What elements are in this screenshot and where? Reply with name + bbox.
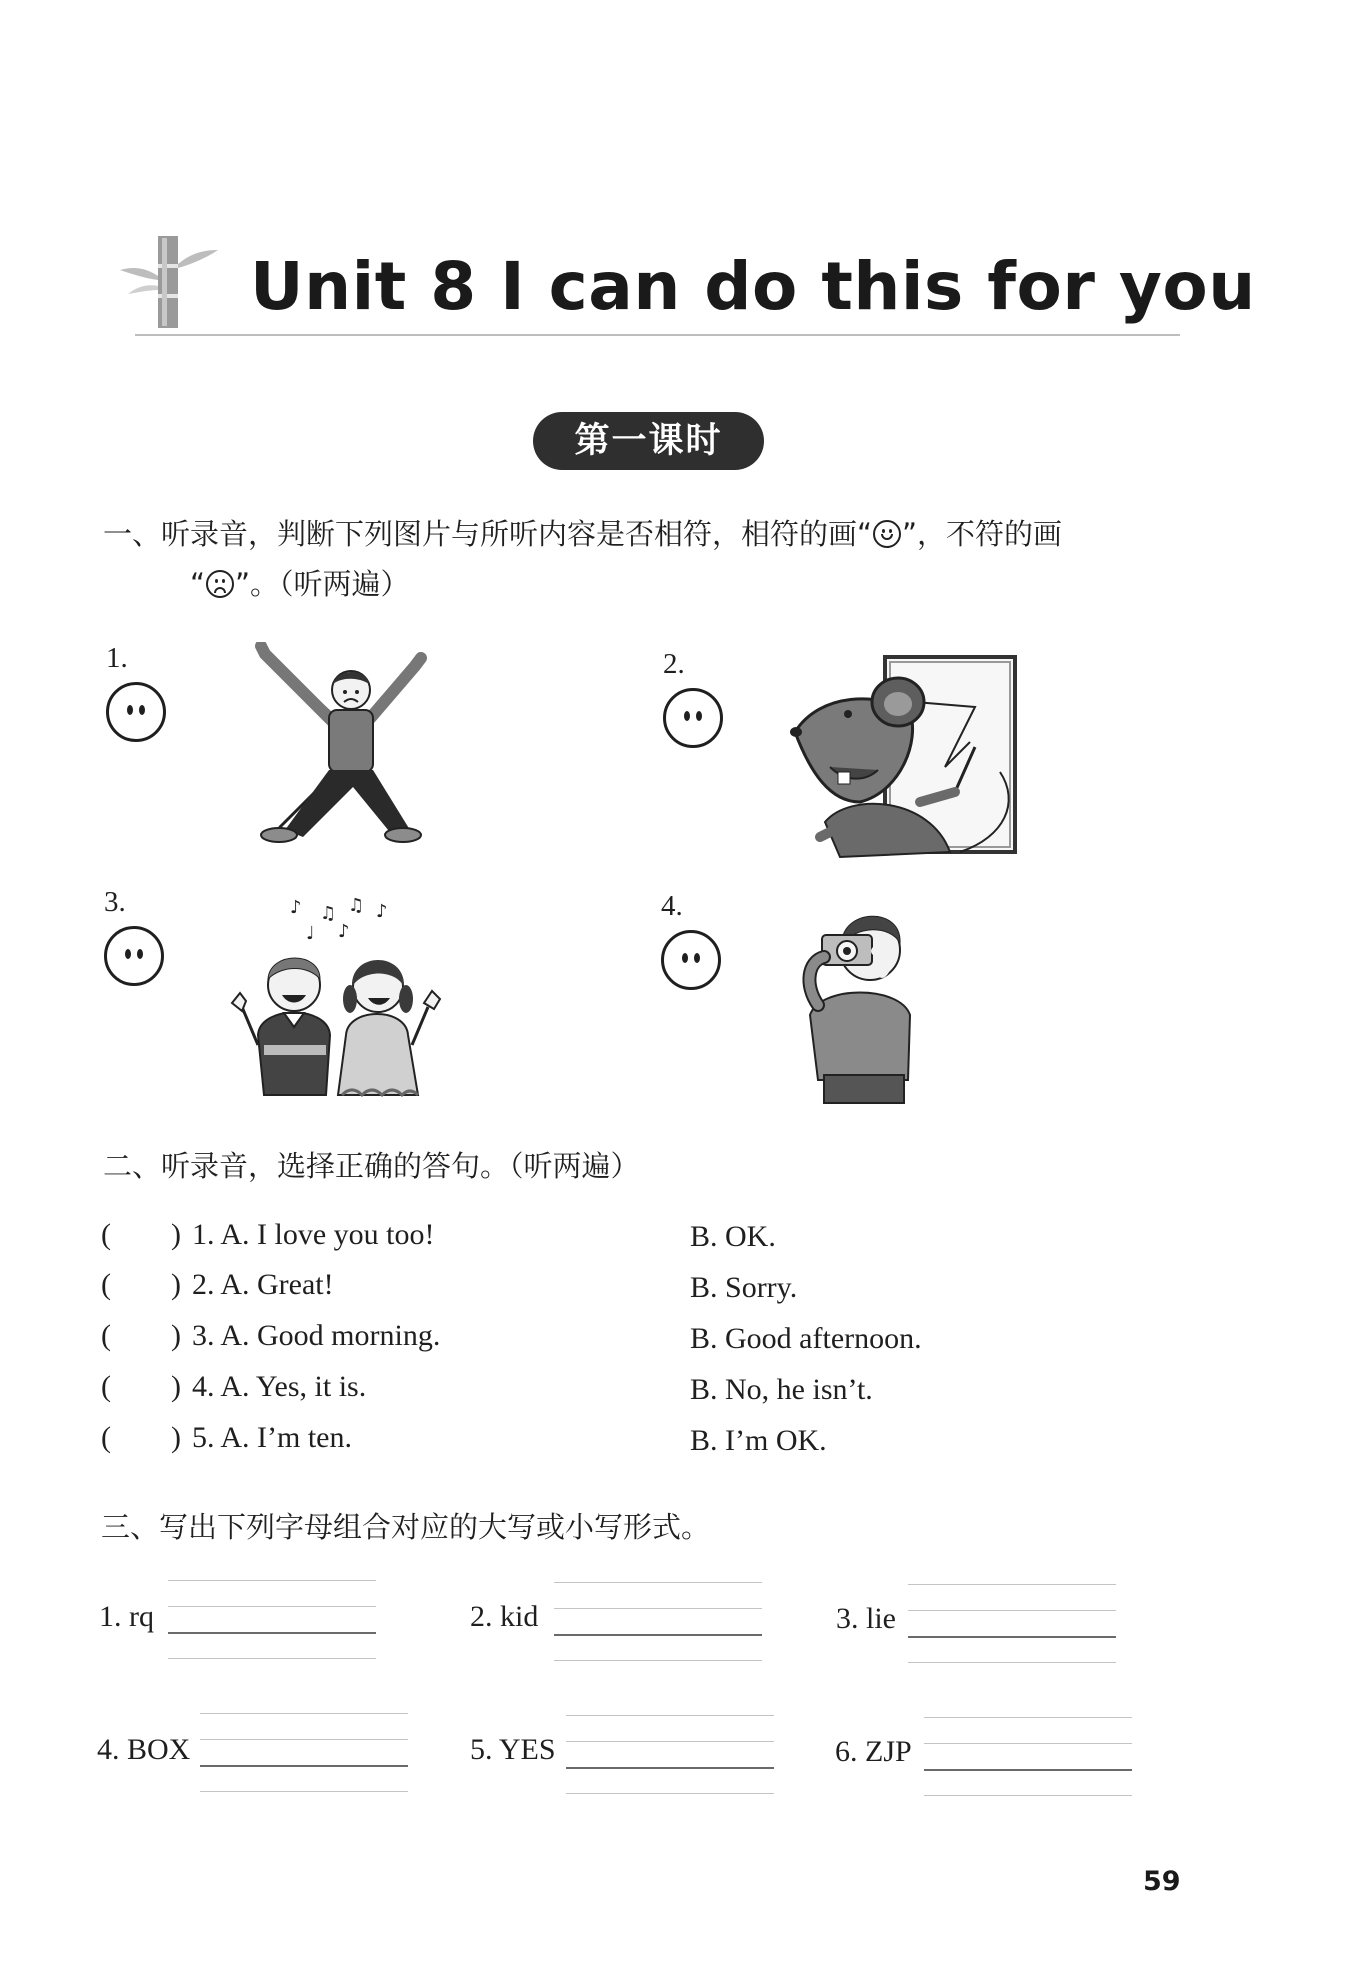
- option-b: B. Good afternoon.: [690, 1322, 922, 1355]
- option-a: 1. A. I love you too!: [192, 1218, 435, 1251]
- answer-bracket-open[interactable]: (: [101, 1370, 111, 1403]
- letters-prompt: 4. BOX: [97, 1733, 191, 1766]
- part1-instruction-a: 一、听录音，判断下列图片与所听内容是否相符，相符的画“: [103, 517, 873, 551]
- sad-face-icon: [206, 570, 234, 598]
- option-b: B. I’m OK.: [690, 1424, 827, 1457]
- option-a: 5. A. I’m ten.: [192, 1421, 352, 1454]
- letters-prompt: 5. YES: [470, 1733, 556, 1766]
- svg-text:♫: ♫: [348, 895, 365, 916]
- writing-lines[interactable]: [566, 1715, 774, 1795]
- lesson-label: 第一课时: [533, 412, 764, 470]
- answer-bracket-close: ): [171, 1218, 181, 1251]
- boy-jumping-image: [225, 642, 455, 852]
- writing-lines[interactable]: [168, 1580, 376, 1660]
- part1-instruction-line2: [190, 562, 410, 603]
- part3-instruction: 三、写出下列字母组合对应的大写或小写形式。: [101, 1510, 711, 1544]
- item-number: 1.: [106, 642, 128, 674]
- writing-lines[interactable]: [908, 1584, 1116, 1664]
- option-b: B. No, he isn’t.: [690, 1373, 873, 1406]
- answer-face-blank[interactable]: [661, 930, 721, 990]
- answer-face-blank[interactable]: [106, 682, 166, 742]
- item-number: 4.: [661, 890, 683, 922]
- answer-bracket-close: ): [171, 1370, 181, 1403]
- writing-lines[interactable]: [924, 1717, 1132, 1797]
- answer-bracket-close: ): [171, 1319, 181, 1352]
- option-b: B. Sorry.: [690, 1271, 798, 1304]
- smile-face-icon: [873, 520, 901, 548]
- answer-bracket-open[interactable]: (: [101, 1218, 111, 1251]
- answer-bracket-close: ): [171, 1268, 181, 1301]
- answer-face-blank[interactable]: [104, 926, 164, 986]
- option-a: 4. A. Yes, it is.: [192, 1370, 367, 1403]
- boy-photographing-image: [790, 895, 1020, 1105]
- mouse-drawing-image: [790, 652, 1020, 862]
- part1-instruction-c: “: [190, 567, 206, 601]
- answer-bracket-open[interactable]: (: [101, 1268, 111, 1301]
- title-divider: [135, 334, 1180, 336]
- answer-bracket-open[interactable]: (: [101, 1421, 111, 1454]
- page-number: 59: [1143, 1866, 1181, 1897]
- answer-bracket-close: ): [171, 1421, 181, 1454]
- option-a: 2. A. Great!: [192, 1268, 334, 1301]
- option-a: 3. A. Good morning.: [192, 1319, 441, 1352]
- option-b: B. OK.: [690, 1220, 776, 1253]
- unit-title: Unit 8 I can do this for you: [250, 248, 1256, 325]
- part2-instruction: 二、听录音，选择正确的答句。（听两遍）: [103, 1149, 640, 1183]
- bamboo-icon: [118, 228, 222, 332]
- writing-lines[interactable]: [200, 1713, 408, 1793]
- letters-prompt: 3. lie: [836, 1602, 896, 1635]
- svg-text:♫: ♫: [320, 903, 337, 924]
- answer-face-blank[interactable]: [663, 688, 723, 748]
- children-singing-image: [228, 895, 458, 1105]
- letters-prompt: 2. kid: [470, 1600, 539, 1633]
- letters-prompt: 1. rq: [99, 1600, 154, 1633]
- svg-text:♪: ♪: [338, 921, 350, 942]
- svg-text:♪: ♪: [376, 901, 388, 922]
- part1-instruction-b: ”，不符的画: [902, 517, 1063, 551]
- item-number: 3.: [104, 886, 126, 918]
- svg-text:♪: ♪: [290, 897, 302, 918]
- part1-instruction: [103, 512, 1062, 553]
- writing-lines[interactable]: [554, 1582, 762, 1662]
- item-number: 2.: [663, 648, 685, 680]
- letters-prompt: 6. ZJP: [835, 1735, 912, 1768]
- part1-instruction-d: ”。（听两遍）: [235, 567, 410, 601]
- answer-bracket-open[interactable]: (: [101, 1319, 111, 1352]
- svg-text:♩: ♩: [306, 923, 315, 944]
